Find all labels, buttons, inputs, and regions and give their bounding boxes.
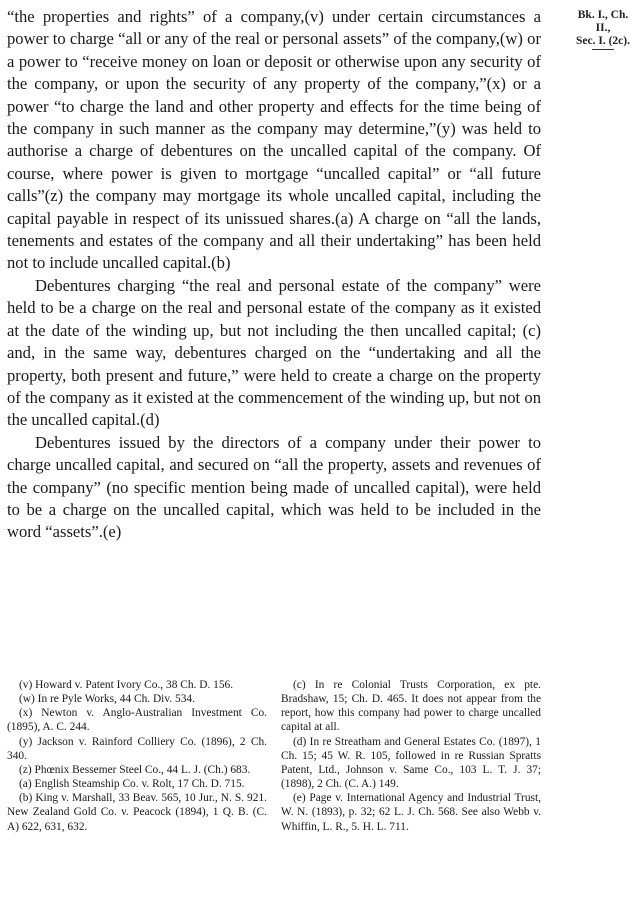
footnote-b: (b) King v. Marshall, 33 Beav. 565, 10 Jur., N. S. 921. New Zealand Gold Co. v. Peacock (1894), 1 Q. B. (C. A) 622, 631, 632.	[7, 792, 267, 833]
footnote-c: (c) In re Colonial Trusts Corporation, ex pte. Bradshaw, 15; Ch. D. 465. It does not appear from the report, how this company had power to charge uncalled capital at all.	[281, 679, 541, 734]
margin-note	[572, 9, 634, 50]
footnote-z: (z) Phœnix Bessemer Steel Co., 44 L. J. (Ch.) 683.	[19, 763, 251, 776]
paragraph-2: Debentures charging “the real and personal estate of the company” were held to be a charge on the real and personal estate of the company as it existed at the date of the winding up, but not including the then uncalled capital; (c) and, in the same way, debentures charged on the “undertaking and all the property, both present and future,” were held to create a charge on the property of the company as it existed at the commencement of the winding up, but not on the uncalled capital.(d)	[7, 275, 541, 430]
paragraph-1: “the properties and rights” of a company,(v) under certain circumstances a power to charge “all or any of the real or personal assets” of the company,(w) or a power to “receive money on loan or deposit or otherwise upon any security of the company, or upon the security of any property of the company,”(x) or a power “to charge the land and other property and effects for the time being of the company in such manner as the company may determine,”(y) was held to authorise a charge of debentures on the uncalled capital of the company. Of course, where power is given to mortgage “uncalled capital” or “all future calls”(z) the company may mortgage its whole uncalled capital, including the capital payable in respect of its unissued shares.(a) A charge on “all the lands, tenements and estates of the company and all their undertaking” has been held not to include uncalled capital.(b)	[7, 7, 541, 273]
footnote-y: (y) Jackson v. Rainford Colliery Co. (1896), 2 Ch. 340.	[7, 735, 267, 762]
margin-note-line-1: Bk. I., Ch. II.,	[577, 9, 629, 34]
footnotes-left-column	[7, 678, 267, 834]
footnotes-right-column	[281, 678, 541, 834]
paragraph-3: Debentures issued by the directors of a company under their power to charge uncalled capital, and secured on “all the property, assets and revenues of the company” (no specific mention being made of uncalled capital), were held to be a charge on the uncalled capital, which was held to be included in the word “assets”.(e)	[7, 432, 541, 542]
footnote-e: (e) Page v. International Agency and Industrial Trust, W. N. (1893), p. 32; 62 L. J. Ch. 568. See also Webb v. Whiffin, L. R., 5. H. L. 711.	[281, 792, 541, 833]
footnotes	[7, 678, 541, 834]
main-text	[7, 6, 541, 544]
footnote-v: (v) Howard v. Patent Ivory Co., 38 Ch. D. 156.	[19, 679, 234, 691]
footnote-d: (d) In re Streatham and General Estates Co. (1897), 1 Ch. 15; 45 W. R. 105, followed in re Russian Spratts Patent, Ltd., Johnson v. Same Co., 103 L. T. J. 37; (1898), 2 Ch. (C. A.) 149.	[281, 735, 541, 791]
margin-note-line-2: Sec. I. (2c).	[576, 35, 630, 47]
footnote-x: (x) Newton v. Anglo-Australian Investment Co. (1895), A. C. 244.	[7, 707, 267, 734]
footnote-w: (w) In re Pyle Works, 44 Ch. Div. 534.	[19, 693, 195, 706]
footnote-a: (a) English Steamship Co. v. Rolt, 17 Ch. D. 715.	[19, 778, 245, 791]
margin-note-rule	[592, 49, 614, 50]
